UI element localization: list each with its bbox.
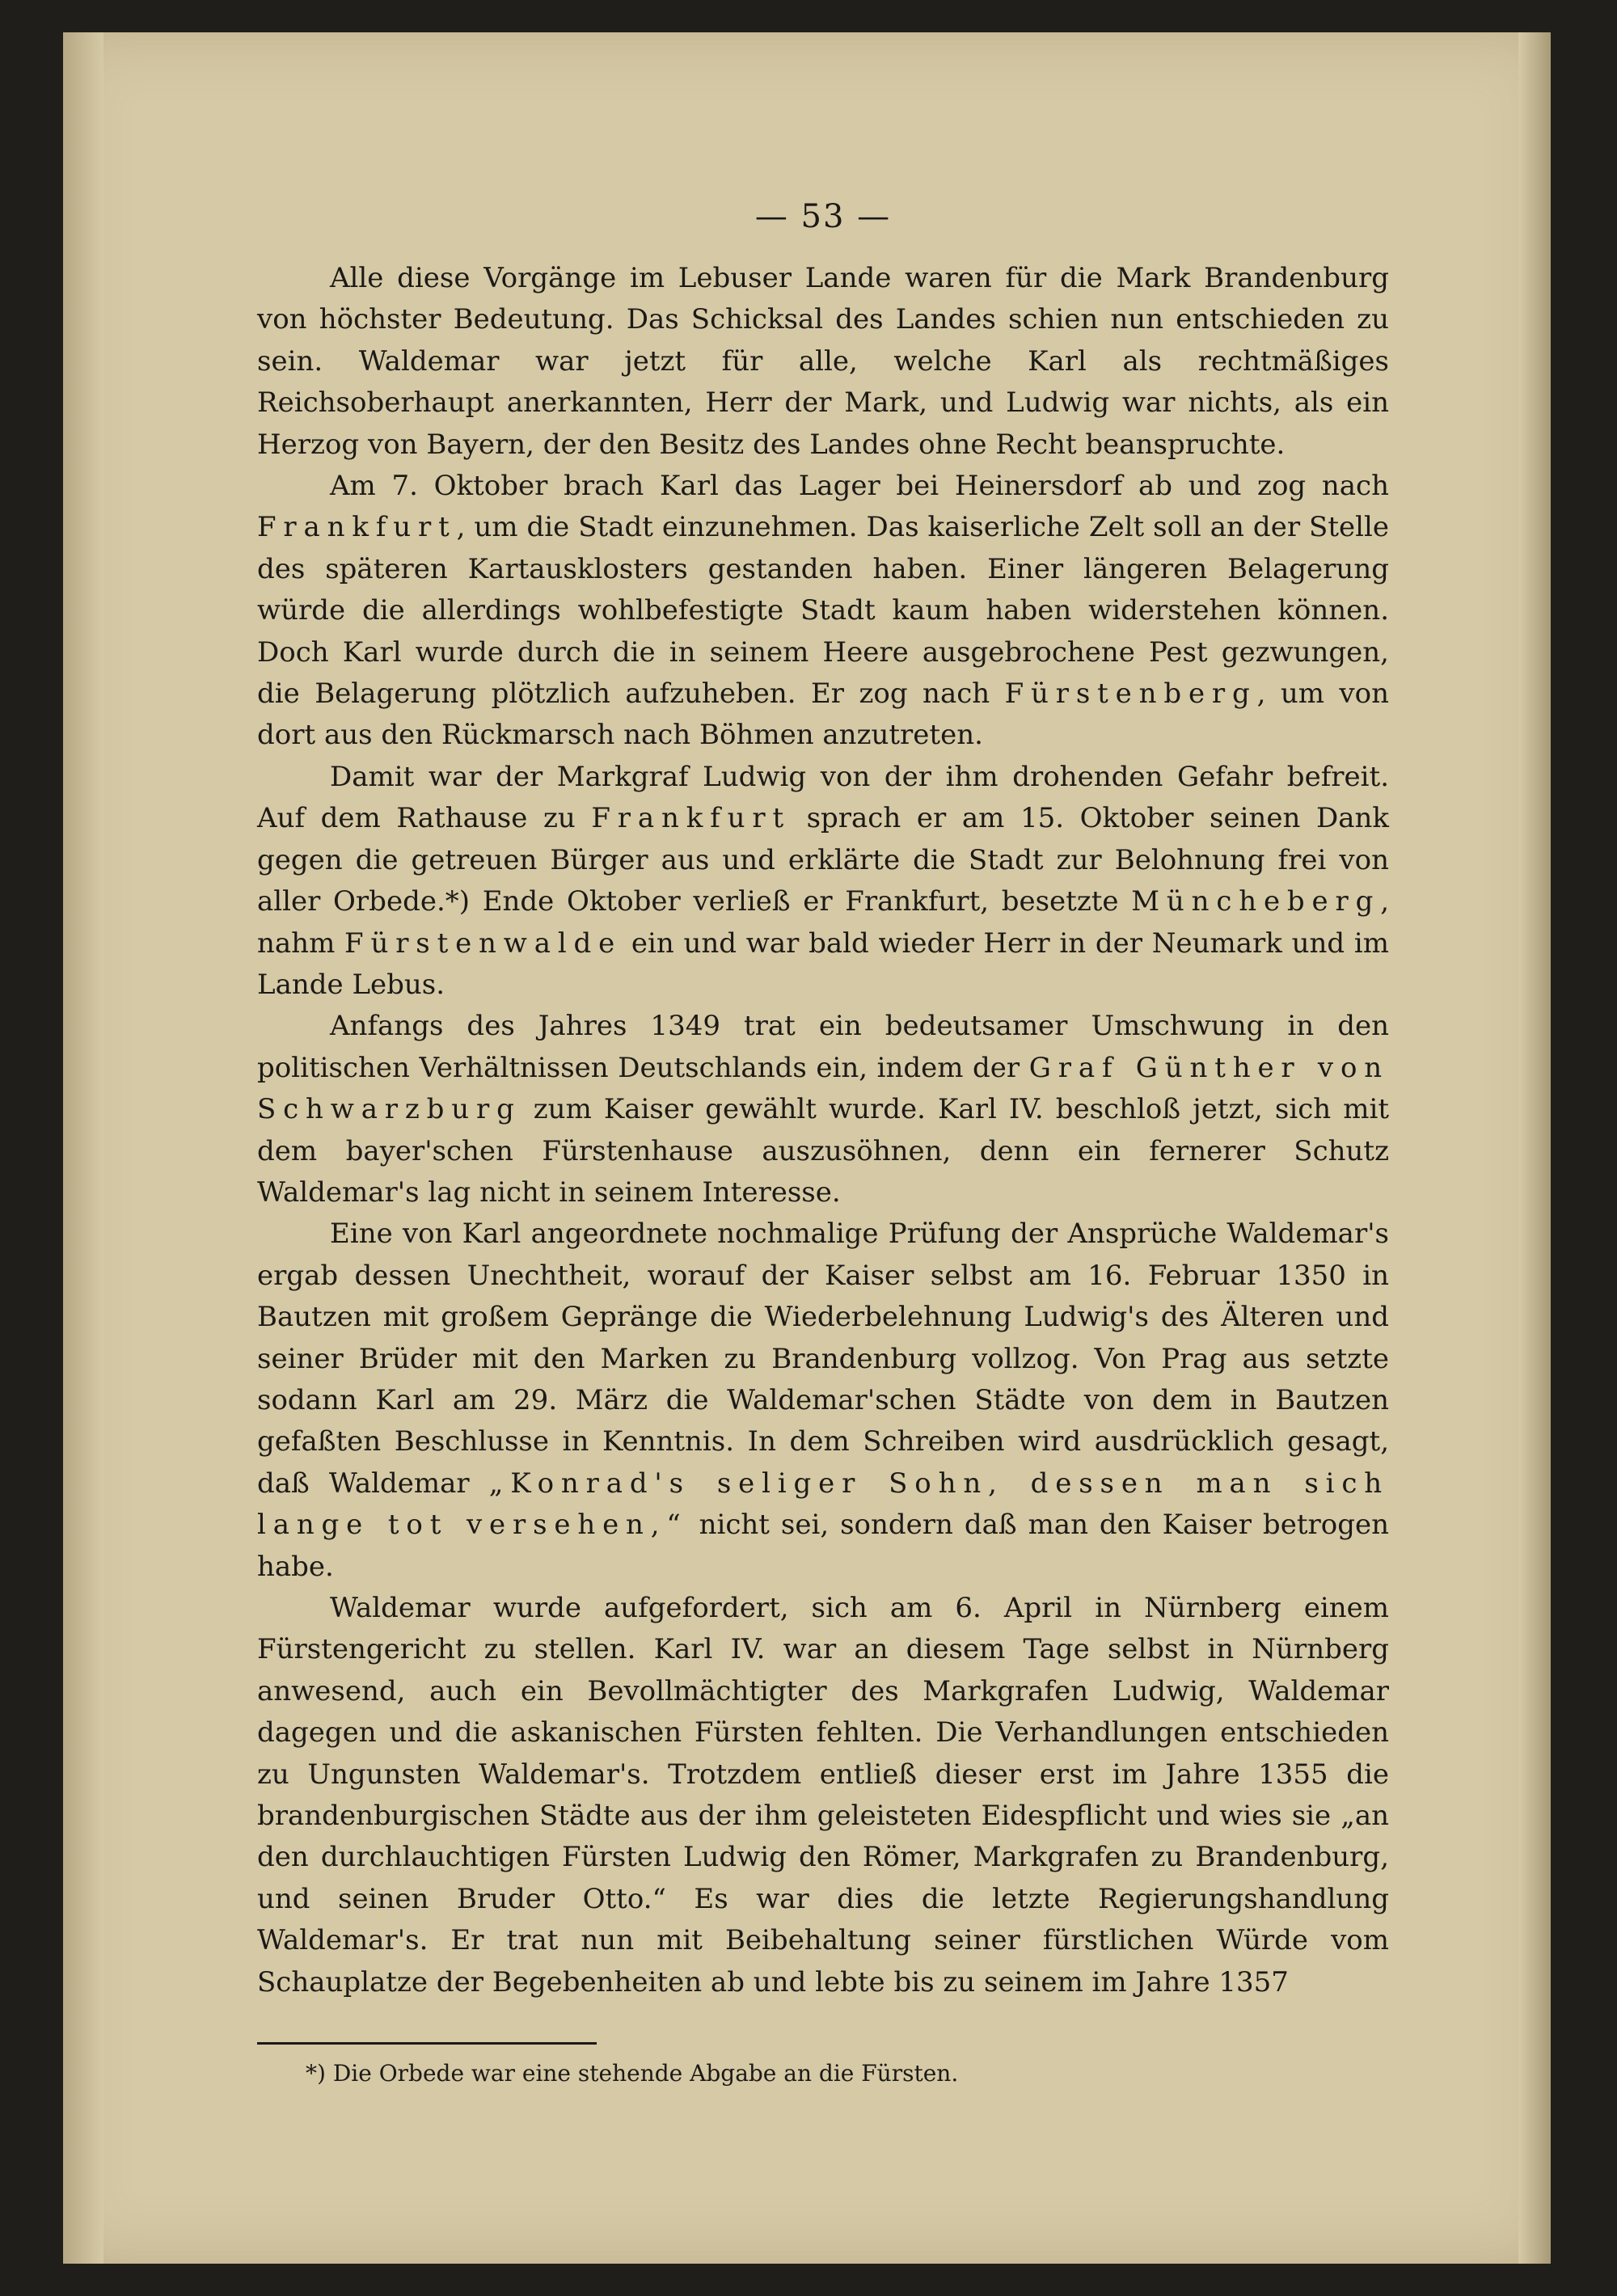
text-run: zum Kaiser gewählt wurde. Karl IV. beschloß jetzt, sich mit dem bayer'schen Fürstenhause auszusöhnen, denn ein fernerer Schutz Waldemar's lag nicht in seinem Interesse. (257, 1093, 1389, 1209)
text-run: Anfangs des Jahres 1349 trat ein bedeutsamer Umschwung in den politischen Verhältnissen Deutschlands ein, indem der (257, 1010, 1389, 1084)
text-run: sprach er am 15. Oktober seinen Dank gegen die getreuen Bürger aus und erklärte die Stadt zur Belohnung frei von aller Orbede.*) Ende Oktober verließ er Frankfurt, besetzte (257, 802, 1389, 918)
text-run: ein und war bald wieder Herr in der Neumark und im Lande Lebus. (257, 926, 1389, 1001)
paragraph (257, 466, 1389, 757)
footnote: *) Die Orbede war eine stehende Abgabe an die Fürsten. (306, 2060, 959, 2087)
spaced-text: Graf Günther von Schwarzburg (257, 1051, 1389, 1126)
text-run: , um die Stadt einzunehmen. Das kaiserliche Zelt soll an der Stelle des späteren Kartausklosters gestanden haben. Einer längeren Belagerung würde die allerdings wohlbefestigte Stadt kaum haben widerstehen können. Doch Karl wurde durch die in seinem Heere ausgebrochene Pest gezwungen, die Belagerung plötzlich aufzuheben. Er zog nach (257, 511, 1389, 711)
body-text (257, 258, 1389, 2003)
spaced-text: Fürstenwalde (344, 926, 623, 960)
text-run: , um von dort aus den Rückmarsch nach Böhmen anzutreten. (257, 677, 1390, 752)
page-number: — 53 — (754, 198, 892, 235)
spaced-text: „Konrad's seliger Sohn, dessen man sich lange tot versehen,“ (257, 1467, 1389, 1542)
paragraph (257, 1213, 1389, 1588)
spaced-text: Fürstenberg (1004, 677, 1257, 711)
page-edge (1518, 32, 1551, 2264)
paragraph (257, 1006, 1389, 1213)
text-run: , nahm (257, 885, 1389, 960)
spaced-text: Frankfurt (257, 511, 457, 544)
paragraph (257, 258, 1389, 466)
text-run: nicht sei, sondern daß man den Kaiser betrogen habe. (257, 1509, 1389, 1583)
spaced-text: Müncheberg (1131, 885, 1381, 918)
page-content (257, 198, 1389, 2090)
paragraph (257, 1588, 1389, 2003)
spaced-text: Frankfurt (591, 802, 791, 835)
footnote-divider (257, 2042, 597, 2045)
text-run: Damit war der Markgraf Ludwig von der ihm drohenden Gefahr befreit. Auf dem Rathause zu (257, 760, 1389, 835)
text-run: Waldemar wurde aufgefordert, sich am 6. April in Nürnberg einem Fürstengericht zu stellen. Karl IV. war an diesem Tage selbst in Nürnberg anwesend, auch ein Bevollmächtigter des Markgrafen Ludwig, Waldemar dagegen und die askanischen Fürsten fehlten. Die Verhandlungen entschieden zu Ungunsten Waldemar's. Trotzdem entließ dieser erst im Jahre 1355 die brandenburgischen Städte aus der ihm geleisteten Eidespflicht und wies sie „an den durchlauchtigen Fürsten Ludwig den Römer, Markgrafen zu Brandenburg, und seinen Bruder Otto.“ Es war dies die letzte Regierungshandlung Waldemar's. Er trat nun mit Beibehaltung seiner fürstlichen Würde vom Schauplatze der Begebenheiten ab und lebte bis zu seinem im Jahre 1357 (257, 1592, 1389, 1998)
paragraph (257, 757, 1389, 1006)
text-run: Eine von Karl angeordnete nochmalige Prüfung der Ansprüche Waldemar's ergab dessen Unechtheit, worauf der Kaiser selbst am 16. Februar 1350 in Bautzen mit großem Gepränge die Wiederbelehnung Ludwig's des Älteren und seiner Brüder mit den Marken zu Brandenburg vollzog. Von Prag aus setzte sodann Karl am 29. März die Waldemar'schen Städte von dem in Bautzen gefaßten Beschlusse in Kenntnis. In dem Schreiben wird ausdrücklich gesagt, daß Waldemar (257, 1218, 1389, 1500)
page-gutter (63, 32, 103, 2264)
book-page (63, 32, 1551, 2264)
text-run: Am 7. Oktober brach Karl das Lager bei Heinersdorf ab und zog nach (330, 470, 1389, 503)
text-run: Alle diese Vorgänge im Lebuser Lande waren für die Mark Brandenburg von höchster Bedeutung. Das Schicksal des Landes schien nun entschieden zu sein. Waldemar war jetzt für alle, welche Karl als rechtmäßiges Reichsoberhaupt anerkannten, Herr der Mark, und Ludwig war nichts, als ein Herzog von Bayern, der den Besitz des Landes ohne Recht beanspruchte. (257, 262, 1389, 461)
